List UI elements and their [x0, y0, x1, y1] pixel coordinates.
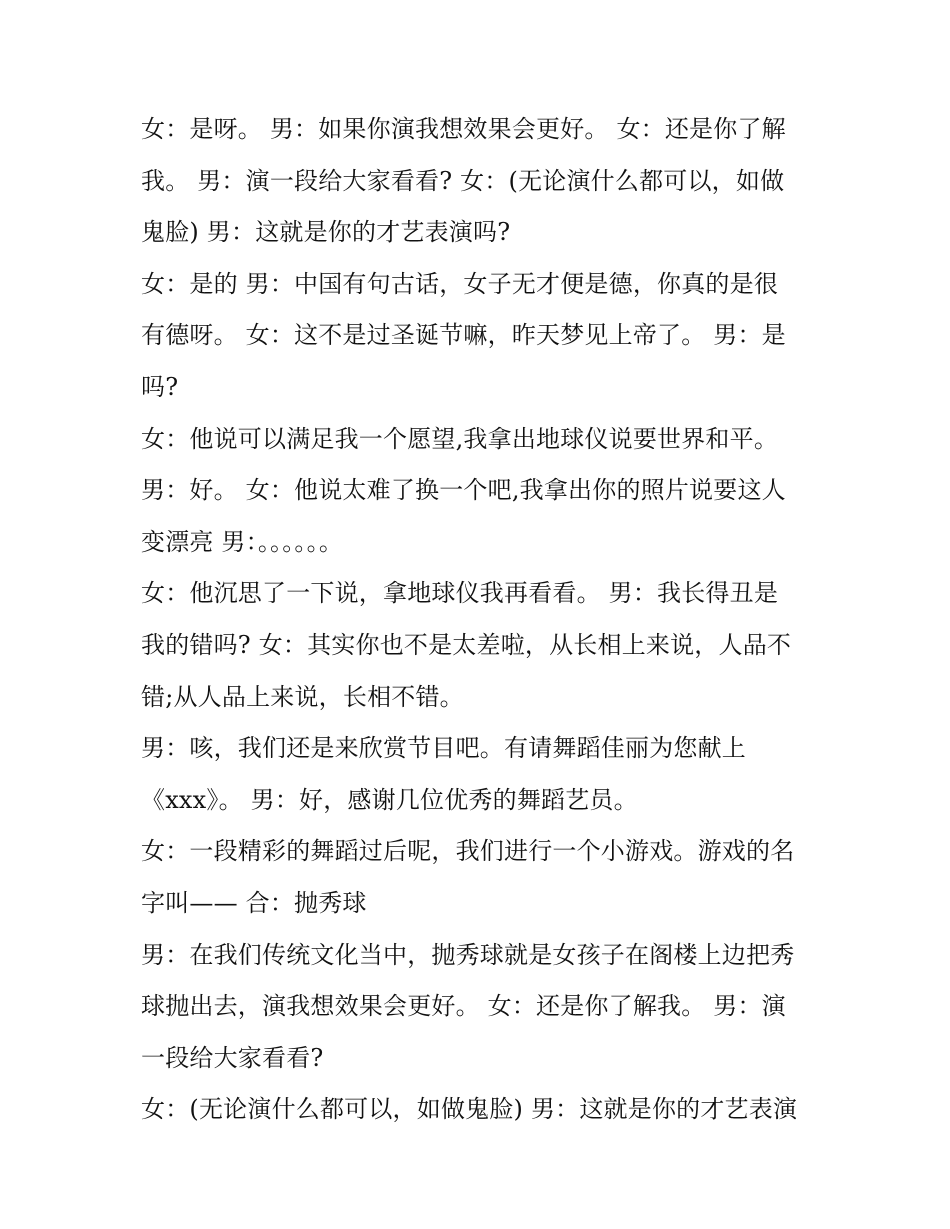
- text-line-13: 男：咳，我们还是来欣赏节目吧。有请舞蹈佳丽为您献上: [141, 734, 746, 763]
- text-line-1: 女：是呀。 男：如果你演我想效果会更好。 女：还是你了解: [141, 115, 786, 143]
- text-line-9: 变漂亮 男：。。。。。。: [141, 527, 344, 556]
- text-line-15: 女：一段精彩的舞蹈过后呢，我们进行一个小游戏。游戏的名: [141, 837, 795, 866]
- text-line-11: 我的错吗? 女：其实你也不是太差啦，从长相上来说，人品不: [141, 630, 792, 659]
- text-line-16: 字叫—— 合：抛秀球: [141, 888, 367, 917]
- text-line-12: 错;从人品上来说，长相不错。: [141, 682, 464, 711]
- text-line-17: 男：在我们传统文化当中，抛秀球就是女孩子在阁楼上边把秀: [141, 940, 795, 969]
- text-line-3: 鬼脸) 男：这就是你的才艺表演吗?: [141, 218, 511, 247]
- text-line-2: 我。 男：演一段给大家看看? 女：(无论演什么都可以，如做: [141, 166, 785, 195]
- text-line-18: 球抛出去，演我想效果会更好。 女：还是你了解我。 男：演: [141, 992, 786, 1021]
- text-line-14: 《xxx》。 男：好，感谢几位优秀的舞蹈艺员。: [141, 785, 638, 814]
- text-line-7: 女：他说可以满足我一个愿望,我拿出地球仪说要世界和平。: [141, 424, 779, 453]
- script-text: [141, 104, 821, 1136]
- text-line-6: 吗?: [141, 372, 179, 401]
- text-line-8: 男：好。 女：他说太难了换一个吧,我拿出你的照片说要这人: [141, 476, 786, 505]
- text-line-20: 女：(无论演什么都可以，如做鬼脸) 男：这就是你的才艺表演: [141, 1095, 798, 1124]
- text-line-19: 一段给大家看看?: [141, 1043, 324, 1072]
- text-line-4: 女：是的 男：中国有句古话，女子无才便是德，你真的是很: [141, 269, 779, 298]
- text-line-5: 有德呀。 女：这不是过圣诞节嘛，昨天梦见上帝了。 男：是: [141, 321, 786, 350]
- text-line-10: 女：他沉思了一下说，拿地球仪我再看看。 男：我长得丑是: [141, 579, 779, 608]
